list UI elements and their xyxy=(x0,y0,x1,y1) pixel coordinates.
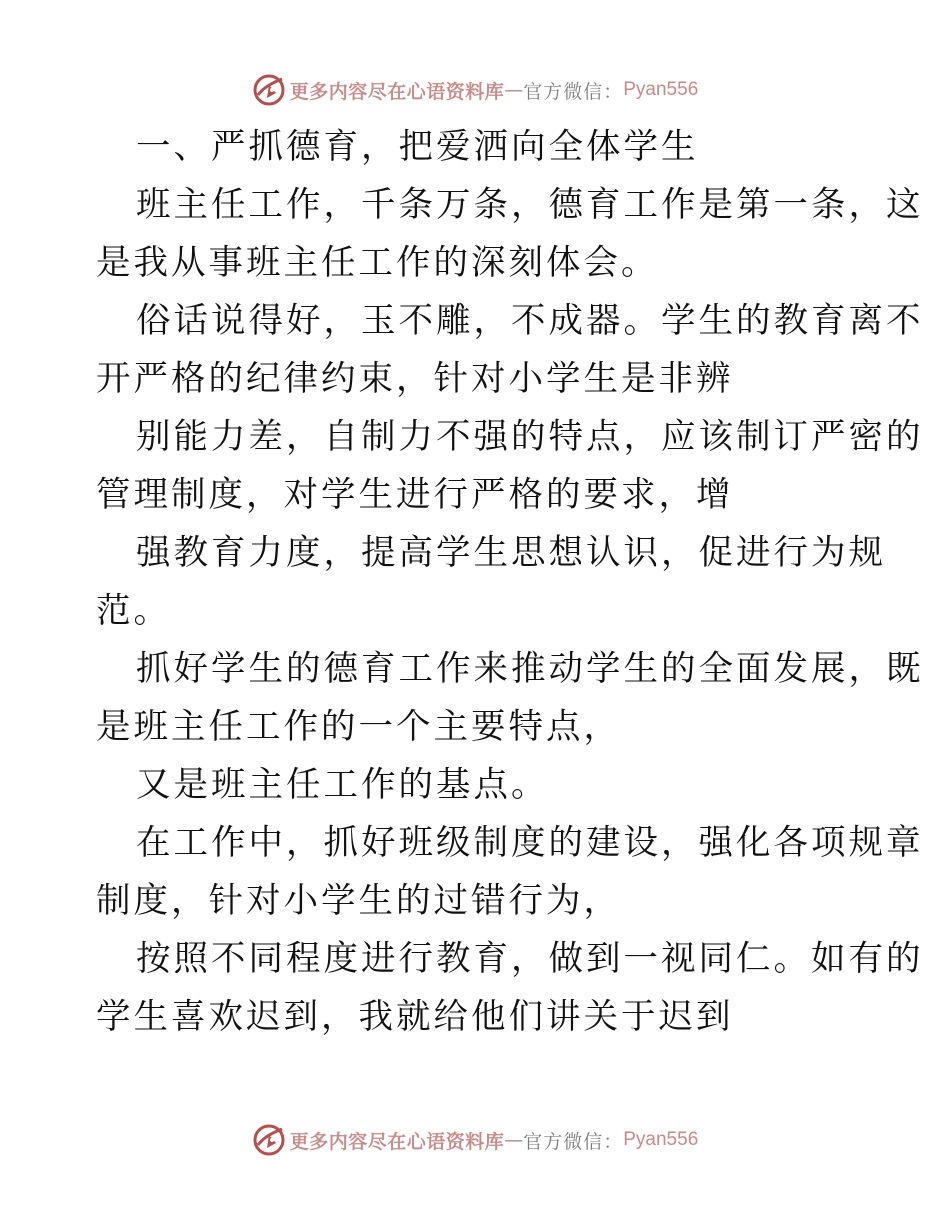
paragraph-line: 管理制度，对学生进行严格的要求，增 xyxy=(96,475,734,515)
paragraph-line: 是班主任工作的一个主要特点， xyxy=(96,707,621,747)
footer-brand: 更多内容尽在心语资料库 xyxy=(289,1130,505,1153)
footer-official-label: 官方微信： xyxy=(523,1130,624,1153)
paragraph-line: 班主任工作，千条万条，德育工作是第一条，这 xyxy=(136,185,924,225)
paragraph-line: 俗话说得好，玉不雕，不成器。学生的教育离不 xyxy=(136,301,924,341)
paragraph-line: 别能力差，自制力不强的特点，应该制订严密的 xyxy=(136,417,924,457)
footer-wechat-id: Pyan556 xyxy=(623,1129,699,1150)
paragraph-line: 学生喜欢迟到，我就给他们讲关于迟到 xyxy=(96,997,734,1037)
header-brand: 更多内容尽在心语资料库 xyxy=(289,80,505,103)
header-separator: — xyxy=(504,79,524,101)
document-body xyxy=(96,118,924,1046)
pen-logo-icon xyxy=(252,73,286,107)
header-watermark xyxy=(0,70,950,110)
header-official-label: 官方微信： xyxy=(523,80,624,103)
paragraph-line: 又是班主任工作的基点。 xyxy=(136,765,549,805)
pen-logo-icon xyxy=(252,1123,286,1157)
paragraph-line: 在工作中，抓好班级制度的建设，强化各项规章 xyxy=(136,823,924,863)
paragraph-line: 抓好学生的德育工作来推动学生的全面发展，既 xyxy=(136,649,924,689)
paragraph-line: 强教育力度，提高学生思想认识，促进行为规 xyxy=(136,533,886,573)
paragraph-line: 是我从事班主任工作的深刻体会。 xyxy=(96,243,659,283)
paragraph-line: 开严格的纪律约束，针对小学生是非辨 xyxy=(96,359,734,399)
paragraph-line: 范。 xyxy=(96,591,171,631)
header-wechat-id: Pyan556 xyxy=(623,79,699,100)
section-heading: 一、严抓德育，把爱洒向全体学生 xyxy=(136,127,699,167)
footer-separator: — xyxy=(504,1129,524,1151)
paragraph-line: 按照不同程度进行教育，做到一视同仁。如有的 xyxy=(136,939,924,979)
paragraph-line: 制度，针对小学生的过错行为， xyxy=(96,881,621,921)
footer-watermark xyxy=(0,1120,950,1160)
